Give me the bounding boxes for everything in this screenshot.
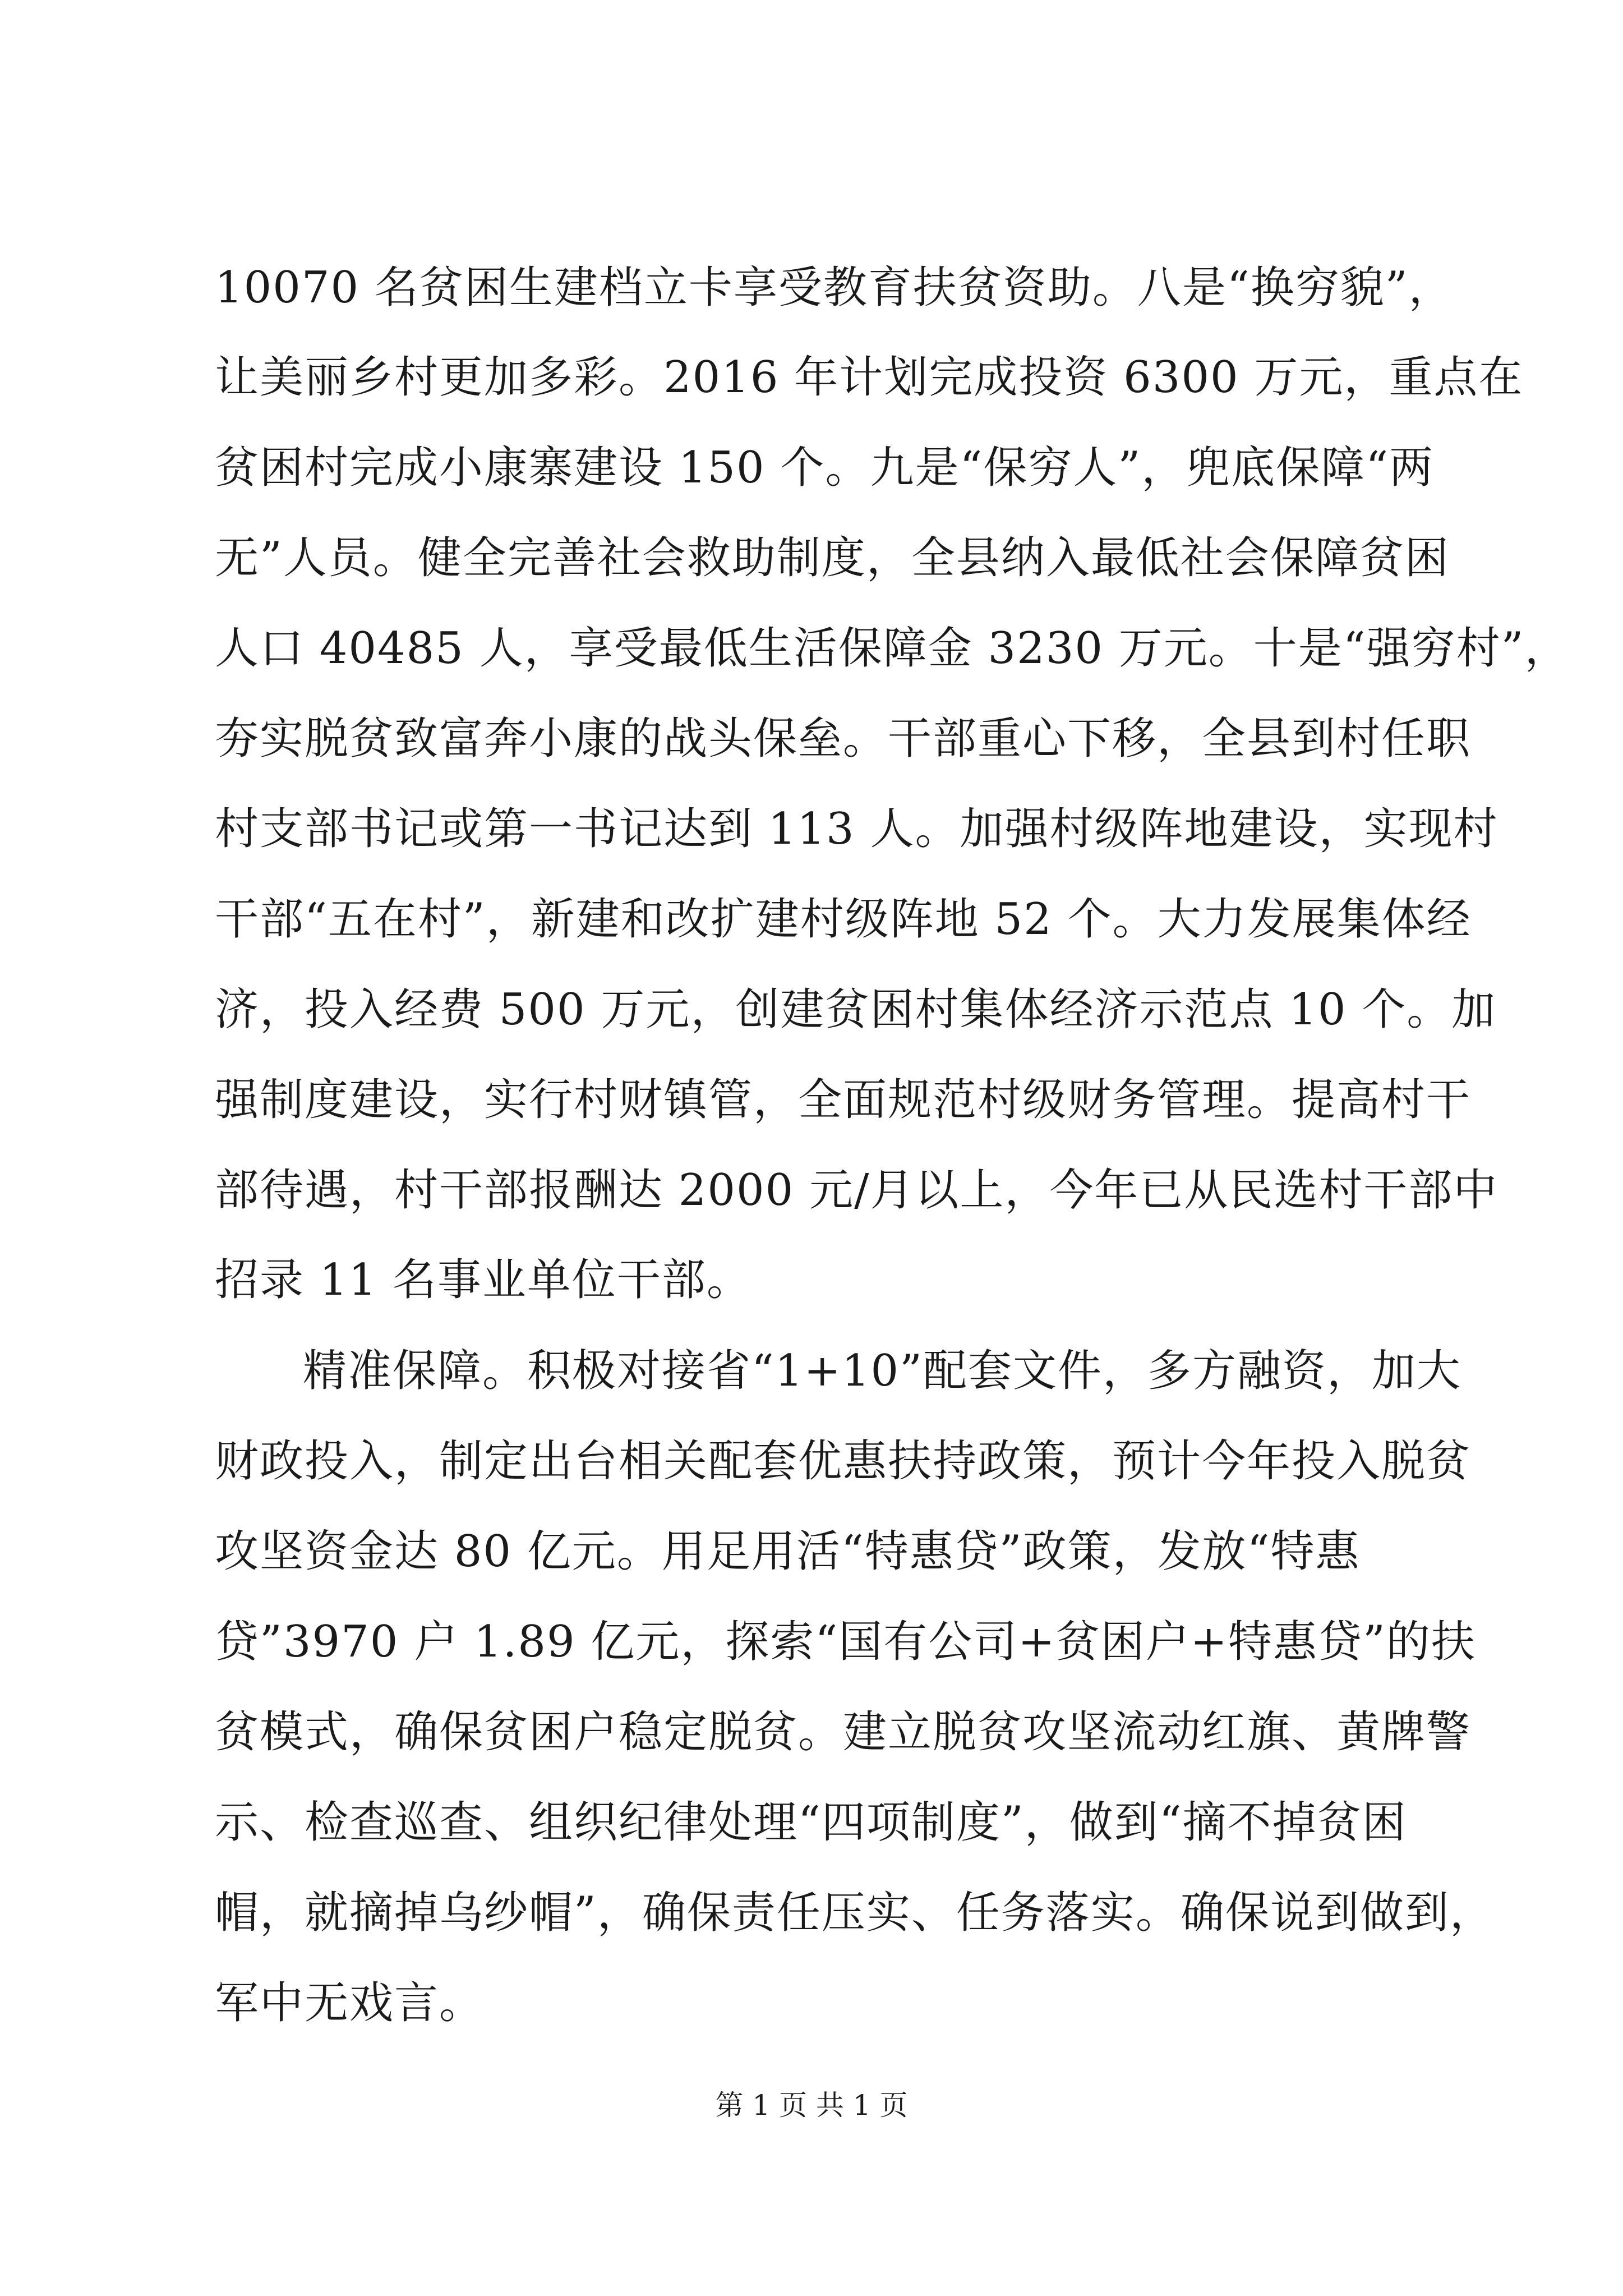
paragraph1-line: 人口 40485 人，享受最低生活保障金 3230 万元。十是“强穷村”， bbox=[215, 623, 1570, 674]
paragraph2-line: 贫模式，确保贫困户稳定脱贫。建立脱贫攻坚流动红旗、黄牌警 bbox=[215, 1707, 1472, 1757]
paragraph1-line: 强制度建设，实行村财镇管，全面规范村级财务管理。提高村干 bbox=[215, 1075, 1472, 1125]
paragraph1-line: 无”人员。健全完善社会救助制度，全县纳入最低社会保障贫困 bbox=[215, 533, 1450, 583]
paragraph2-line: 示、检查巡查、组织纪律处理“四项制度”，做到“摘不掉贫困 bbox=[215, 1797, 1407, 1848]
paragraph1-line: 部待遇，村干部报酬达 2000 元/月以上，今年已从民选村干部中 bbox=[215, 1165, 1498, 1216]
paragraph2-line: 攻坚资金达 80 亿元。用足用活“特惠贷”政策，发放“特惠 bbox=[215, 1526, 1361, 1577]
paragraph1-line: 干部“五在村”，新建和改扩建村级阵地 52 个。大力发展集体经 bbox=[215, 894, 1472, 945]
paragraph1-line: 让美丽乡村更加多彩。2016 年计划完成投资 6300 万元，重点在 bbox=[215, 352, 1524, 403]
paragraph1-line: 村支部书记或第一书记达到 113 人。加强村级阵地建设，实现村 bbox=[215, 804, 1498, 854]
paragraph1-line: 夯实脱贫致富奔小康的战头保垒。干部重心下移，全县到村任职 bbox=[215, 714, 1472, 764]
paragraph1-line: 招录 11 名事业单位干部。 bbox=[215, 1255, 751, 1305]
paragraph2-line: 财政投入，制定出台相关配套优惠扶持政策，预计今年投入脱贫 bbox=[215, 1436, 1472, 1487]
paragraph2-line: 军中无戏言。 bbox=[215, 1978, 485, 2028]
paragraph2-line: 精准保障。积极对接省“1+10”配套文件，多方融资，加大 bbox=[303, 1346, 1461, 1396]
page-number-footer: 第 1 页 共 1 页 bbox=[715, 2089, 908, 2122]
paragraph1-line: 济，投入经费 500 万元，创建贫困村集体经济示范点 10 个。加 bbox=[215, 984, 1497, 1035]
paragraph2-line: 帽，就摘掉乌纱帽”，确保责任压实、任务落实。确保说到做到， bbox=[215, 1888, 1495, 1938]
paragraph1-line: 贫困村完成小康寨建设 150 个。九是“保穷人”，兜底保障“两 bbox=[215, 443, 1435, 493]
paragraph1-line: 10070 名贫困生建档立卡享受教育扶贫资助。八是“换穷貌”， bbox=[215, 263, 1454, 313]
paragraph2-line: 贷”3970 户 1.89 亿元，探索“国有公司+贫困户+特惠贷”的扶 bbox=[215, 1617, 1476, 1667]
